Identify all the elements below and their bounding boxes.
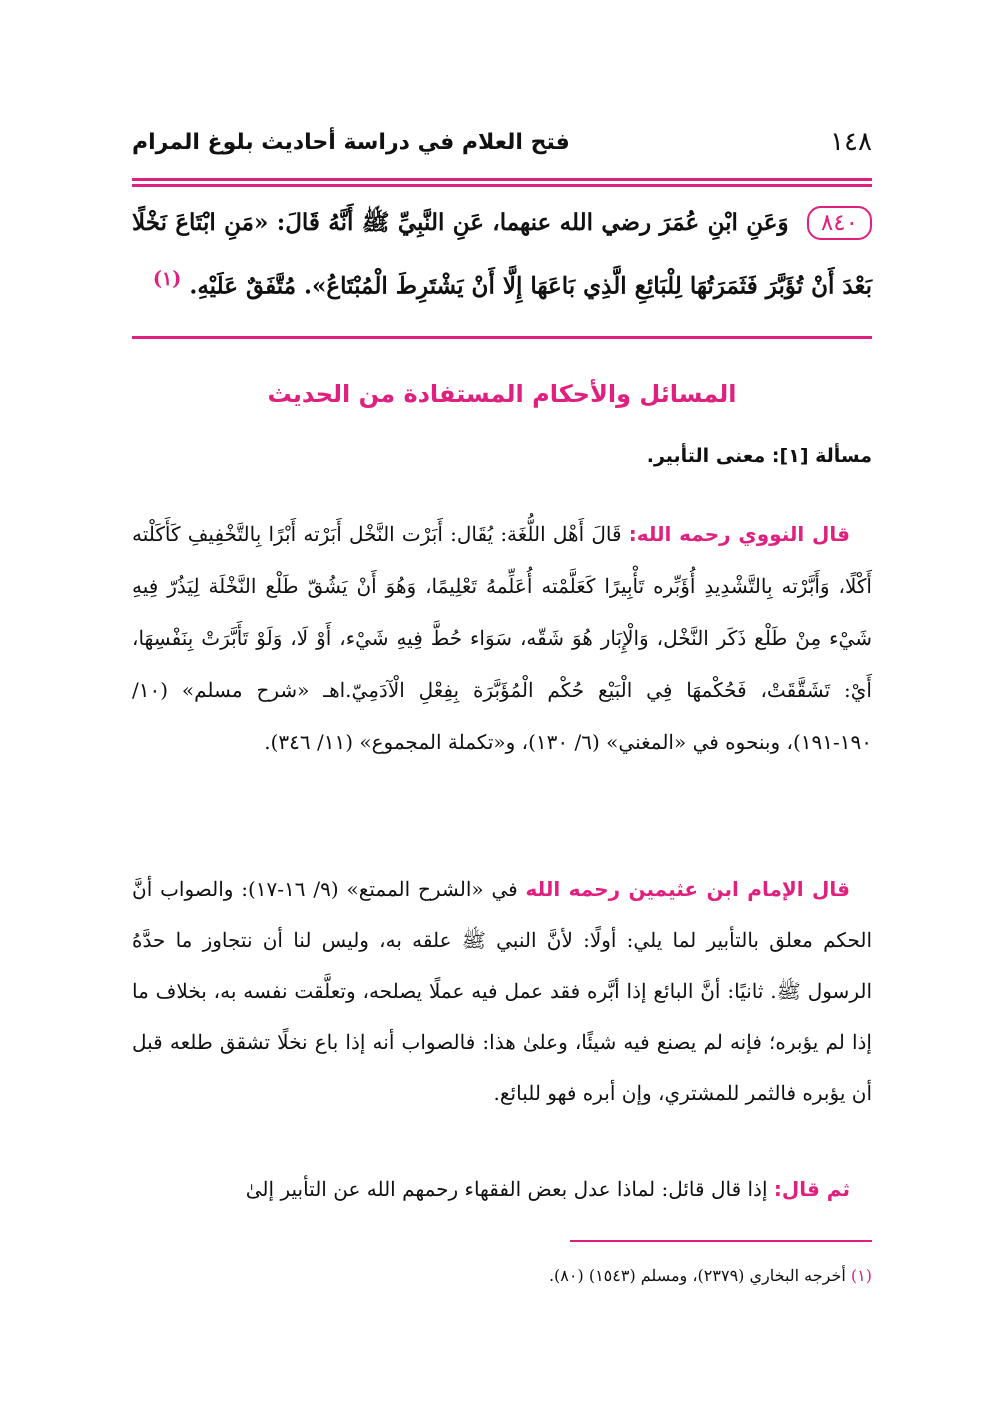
hadith-number-badge: ٨٤٠ [807, 206, 872, 240]
issue-title: معنى التأبير. [646, 445, 766, 467]
paragraph-uthaymeen [132, 864, 872, 1119]
hadith-bottom-rule [132, 336, 872, 339]
paragraph-nawawi [132, 508, 872, 768]
header-double-rule [132, 178, 872, 187]
paragraph-question [132, 1164, 872, 1214]
hadith-footnote-marker: (١) [152, 267, 182, 290]
speaker-nawawi: قال النووي رحمه الله: [628, 522, 850, 546]
speaker-uthaymeen: قال الإمام ابن عثيمين رحمه الله [525, 877, 850, 901]
footnote-separator [570, 1240, 872, 1242]
section-title: المسائل والأحكام المستفادة من الحديث [267, 379, 737, 408]
paragraph-question-text: إذا قال قائل: لماذا عدل بعض الفقهاء رحمهم الله عن التأبير إلىٰ [245, 1177, 768, 1201]
issue-heading [132, 445, 872, 467]
footnote-text: أخرجه البخاري (٢٣٧٩)، ومسلم (١٥٤٣) (٨٠). [548, 1266, 846, 1285]
hadith-text: وَعَنِ ابْنِ عُمَرَ رضي الله عنهما، عَنِ النَّبِيِّ ﷺ أَنَّهُ قَالَ: «مَنِ ابْتَاعَ نَخْلًا بَعْدَ أَنْ تُؤَبَّرَ فَثَمَرَتُهَا لِلْبَائِعِ الَّذِي بَاعَهَا إِلَّا أَنْ يَشْتَرِطَ الْمُبْتَاعُ». مُتَّفَقٌ عَلَيْهِ. [132, 209, 872, 300]
footnote-marker: (١) [850, 1266, 872, 1285]
paragraph-nawawi-text: قَالَ أَهْل اللُّغَة: يُقَال: أَبَرْت النَّخْل أَبَرْته أَبْرًا بِالتَّخْفِيفِ كَأَكَلْته أَكْلًا، وَأَبَّرْته بِالتَّشْدِيدِ أُؤَبِّره تَأْبِيرًا كَعَلَّمْته أُعَلِّمهُ تَعْلِيمًا، وَهُوَ أَنْ يَشُقّ طَلْع النَّخْلَة لِيَذُرّ فِيهِ شَيْء مِنْ طَلْع ذَكَر النَّخْل، وَالْإِبَار هُوَ شَقّه، سَوَاء حُطَّ فِيهِ شَيْء، أَوْ لَا، وَلَوْ تَأَبَّرَتْ بِنَفْسِهَا، أَيْ: تَشَقَّقَتْ، فَحُكْمهَا فِي الْبَيْع حُكْم الْمُؤَبَّرَة بِفِعْلِ الْآدَمِيّ.اهـ «شرح مسلم» (١٠/ ١٩٠-١٩١)، وبنحوه في «المغني» (٦/ ١٣٠)، و«تكملة المجموع» (١١/ ٣٤٦). [132, 522, 872, 754]
hadith-block [132, 195, 872, 327]
issue-label: مسألة [١]: [771, 445, 872, 467]
running-title: فتح العلام في دراسة أحاديث بلوغ المرام [132, 129, 570, 155]
speaker-question: ثم قال: [773, 1177, 850, 1201]
page-header [132, 118, 872, 166]
paragraph-uthaymeen-text: في «الشرح الممتع» (٩/ ١٦-١٧): والصواب أنَّ الحكم معلق بالتأبير لما يلي: أولًا: لأنَّ النبي ﷺ علقه به، وليس لنا أن نتجاوز ما حدَّهُ الرسول ﷺ. ثانيًا: أنَّ البائع إذا أبَّره فقد عمل فيه عملًا يصلحه، وتعلَّقت نفسه به، بخلاف ما إذا لم يؤبره؛ فإنه لم يصنع فيه شيئًا، وعلىٰ هذا: فالصواب أنه إذا باع نخلًا تشقق طلعه قبل أن يؤبره فالثمر للمشتري، وإن أبره فهو للبائع. [132, 877, 872, 1105]
page-number: ١٤٨ [830, 127, 872, 157]
footnote [132, 1262, 872, 1290]
